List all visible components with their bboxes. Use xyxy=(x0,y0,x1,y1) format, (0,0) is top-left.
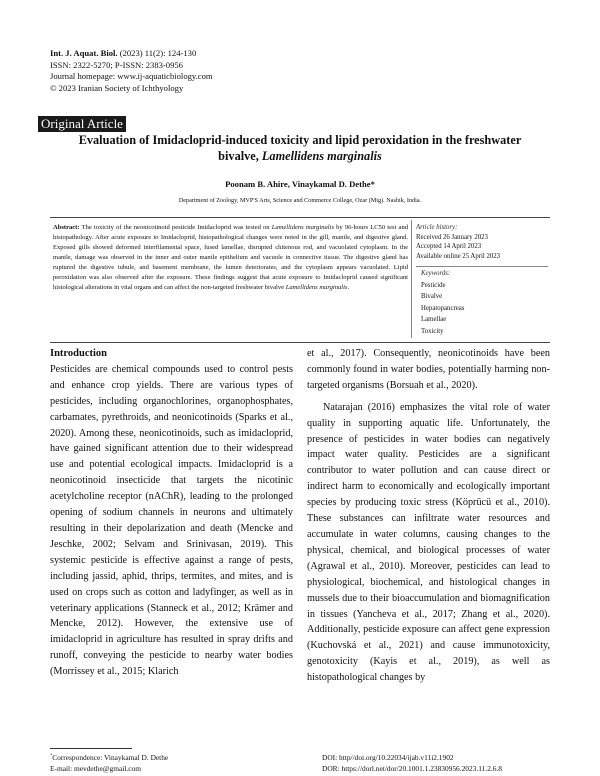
abstract-text-1: The toxicity of the neonicotinoid pesticide Imidacloprid was tested on xyxy=(79,224,272,231)
keyword-item: Bivalve xyxy=(421,293,443,301)
title-species: Lamellidens marginalis xyxy=(261,148,382,163)
introduction-heading: Introduction xyxy=(50,348,107,359)
keyword-item: Hepatopancreas xyxy=(421,304,465,312)
history-heading: Article history: xyxy=(416,224,458,231)
journal-copyright: © 2023 Iranian Society of Ichthyology xyxy=(50,82,184,93)
body-right-column xyxy=(307,346,550,686)
body-left-column xyxy=(50,346,293,680)
journal-homepage[interactable]: Journal homepage: www.ij-aquaticbiology.com xyxy=(50,71,213,82)
journal-citation: (2023) 11(2): 124-130 xyxy=(117,48,197,58)
title-prefix: bivalve, xyxy=(218,148,262,163)
keyword-item: Toxicity xyxy=(421,327,444,335)
correspondence-line xyxy=(50,752,168,763)
article-history xyxy=(416,223,500,261)
abstract-label: Abstract: xyxy=(53,224,80,231)
keywords-rule xyxy=(416,266,548,267)
article-title xyxy=(60,133,540,164)
keyword-item: Pesticide xyxy=(421,281,446,289)
abstract-end: . xyxy=(347,284,350,292)
author-list: Poonam B. Ahire, Vinaykamal D. Dethe* xyxy=(225,179,375,189)
abstract-species-2: Lamellidens marginalis xyxy=(285,284,348,292)
body-paragraph: Pesticides are chemical compounds used to control pests and enhance crop yields. There are various types of pesticides, including organochlorines, organophosphates, carbamates, pyrethroids, and neonicotinoids (Sparks et al., 2020). Among these, neonicotinoids, such as imidacloprid, have gained significant attention due to their widespread use and potential ecological impacts. Imidacloprid is a neonicotinoid insecticide that targets the nicotinic acetylcholine receptor (nAChR), leading to the prolonged opening of sodium channels in neurons and ultimately resulting in their depolarization and death (Mencke and Jeschke, 2002; Selvam and Srinivasan, 2019). This systemic pesticide is effective against a range of pests, including jassid, aphid, thrips, termites, and mites, and is used on crops such as cotton and ladyfinger, as well as in veterinary applications (Stanneck et al., 2012; Krämer and Mencke, 2012). However, the extensive use of imidacloprid in agriculture has resulted in spray drifts and runoff, conveying the pesticide to nearby water bodies (Morrissey et al., 2015; Klarich xyxy=(50,363,293,678)
journal-issn: ISSN: 2322-5270; P-ISSN: 2383-0956 xyxy=(50,59,183,70)
article-type-badge: Original Article xyxy=(38,116,126,132)
journal-citation-line xyxy=(50,48,213,60)
correspondence-mark: * xyxy=(50,752,53,758)
author-affiliation: Department of Zoology, MVP'S Arts, Science and Commerce College, Ozar (Mig). Nashik, India. xyxy=(178,197,422,204)
history-received: Received 26 January 2023 xyxy=(416,233,488,241)
history-online: Available online 25 April 2023 xyxy=(416,252,501,260)
body-paragraph: et al., 2017). Consequently, neonicotinoids have been commonly found in water bodies, potentially harming non-targeted organisms (Borsuah et al., 2020). xyxy=(307,348,550,391)
abstract-top-rule xyxy=(50,217,550,218)
abstract-divider xyxy=(411,220,412,338)
keywords-block xyxy=(421,268,464,338)
correspondence-name: Correspondence: Vinaykamal D. Dethe xyxy=(52,753,169,762)
abstract-block xyxy=(53,223,408,293)
history-accepted: Accepted 14 April 2023 xyxy=(416,243,482,251)
body-paragraph: Natarajan (2016) emphasizes the vital role of water quality in supporting aquatic life. Unfortunately, the presence of pesticides in water bodies can negatively impact water quality. Pesticides are a significant contributor to water pollution and can cause direct or indirect harm to economically and ecologically important species by producing toxic stress (Köprücü et al., 2010). These substances can infiltrate water resources and accumulate in water columns, causing changes to the physical, chemical, and biological processes of water (Agrawal et al., 2010). Moreover, pesticides can lead to physiological, biochemical, and histological changes in mussels due to their bioaccumulation and biomagnification in tissues (Yancheva et al., 2017; Zhang et al., 2020). Additionally, pesticide exposure can affect gene expression (Kuchovská et al., 2021) and cause immunotoxicity, genotoxicity (Kayis et al., 2019), as well as histopathological changes by xyxy=(307,401,550,684)
dor-link[interactable]: DOR: https://dorl.net/dor/20.1001.1.23830956.2023.11.2.6.8 xyxy=(322,764,502,773)
abstract-text-2: by 96-hours LC50 test and histopathology. After acute exposure to Imidacloprid, histopathological changes were noted in the gill, mantle, and digestive gland. Exposed gills showed deformed interfilamental space, fused lamellae, disrupted chitenous rod, and vacuolated cytoplasm. In the mantle, damage was observed in the inner and outer mantle epithelium and vacuole in connective tissue. The digestive gland has ruptured the digestive tubule, and basement membrane, the lumen deteriorates, and the cytoplasm appears vacuolated. Lipid peroxidation was also observed after the exposure. These findings suggest that acute exposure to Imidacloprid caused significant histological alterations in vital organs and can affect the non-targeted freshwater bivalve xyxy=(53,224,408,292)
footnote-rule xyxy=(50,748,132,749)
title-line-2 xyxy=(60,149,540,165)
journal-header xyxy=(50,48,213,94)
title-line-1: Evaluation of Imidacloprid-induced toxicity and lipid peroxidation in the freshwater xyxy=(78,133,522,147)
doi-footnote xyxy=(322,752,502,774)
keyword-item: Lamellae xyxy=(421,316,447,324)
correspondence-footnote xyxy=(50,752,168,774)
doi-link[interactable]: DOI: http//doi.org/10.22034/ijab.v11i2.1902 xyxy=(322,753,454,762)
keywords-heading: Keywords: xyxy=(421,270,451,277)
correspondence-email[interactable]: E-mail: mevdethe@gmail.com xyxy=(50,764,141,773)
abstract-bottom-rule xyxy=(50,342,550,343)
abstract-species-1: Lamellidens marginalis xyxy=(271,224,334,231)
journal-name: Int. J. Aquat. Biol. xyxy=(50,48,118,58)
